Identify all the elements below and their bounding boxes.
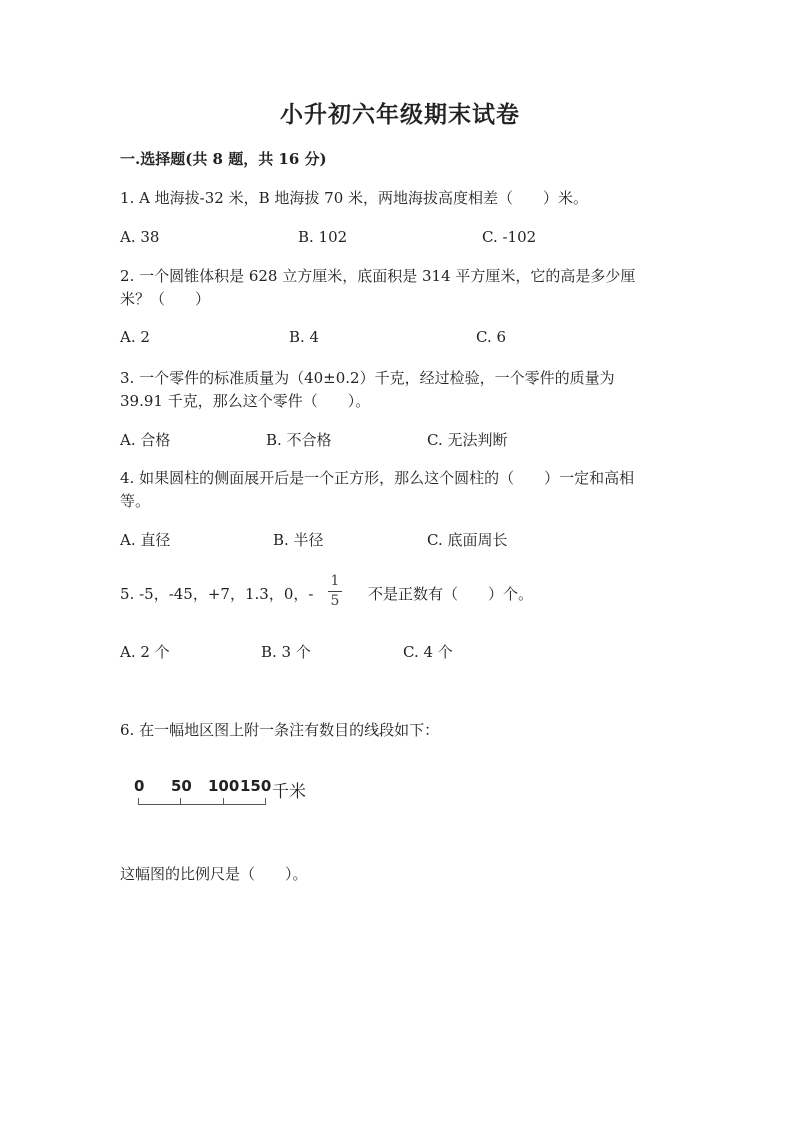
question-4-option-a: A. 直径 xyxy=(120,531,171,549)
page-title: 小升初六年级期末试卷 xyxy=(280,101,520,128)
scale-tick xyxy=(265,798,266,805)
question-5-option-a: A. 2 个 xyxy=(120,643,170,661)
fraction-denominator: 5 xyxy=(330,593,340,609)
scale-label-100: 100 xyxy=(208,777,240,795)
scale-label-0: 0 xyxy=(134,777,145,795)
section-heading: 一.选择题(共 8 题，共 16 分) xyxy=(120,150,327,168)
scale-label-50: 50 xyxy=(171,777,192,795)
question-4-text-line-1: 4. 如果圆柱的侧面展开后是一个正方形，那么这个圆柱的（ ）一定和高相 xyxy=(120,469,635,487)
question-4-option-b: B. 半径 xyxy=(273,531,324,549)
question-1-option-b: B. 102 xyxy=(298,228,348,246)
question-5-text-after: 不是正数有（ ）个。 xyxy=(368,585,534,603)
question-4-text-line-2: 等。 xyxy=(120,492,151,510)
question-2-text-line-2: 米？（ ） xyxy=(120,290,211,308)
question-2-text-line-1: 2. 一个圆锥体积是 628 立方厘米，底面积是 314 平方厘米，它的高是多少厘 xyxy=(120,267,636,285)
map-scale-bar xyxy=(128,772,328,832)
scale-tick xyxy=(138,798,139,805)
fraction-bar xyxy=(328,591,342,592)
scale-unit: 千米 xyxy=(272,782,306,802)
fraction-one-fifth xyxy=(327,574,343,609)
question-3-option-c: C. 无法判断 xyxy=(427,431,508,449)
question-3-text-line-2: 39.91 千克，那么这个零件（ ）。 xyxy=(120,392,371,410)
question-1-text: 1. A 地海拔-32 米，B 地海拔 70 米，两地海拔高度相差（ ）米。 xyxy=(120,189,589,207)
question-3-option-a: A. 合格 xyxy=(120,431,171,449)
question-3-option-b: B. 不合格 xyxy=(266,431,332,449)
question-4-option-c: C. 底面周长 xyxy=(427,531,508,549)
scale-tick xyxy=(180,798,181,805)
question-2-option-c: C. 6 xyxy=(476,328,507,346)
fraction-numerator: 1 xyxy=(330,573,340,589)
scale-label-150: 150 xyxy=(240,777,272,795)
question-2-option-a: A. 2 xyxy=(120,328,150,346)
question-5-option-c: C. 4 个 xyxy=(403,643,453,661)
question-6-followup: 这幅图的比例尺是（ ）。 xyxy=(120,865,308,883)
question-2-option-b: B. 4 xyxy=(289,328,320,346)
question-1-option-c: C. -102 xyxy=(482,228,537,246)
question-5-option-b: B. 3 个 xyxy=(261,643,311,661)
scale-line xyxy=(138,804,266,805)
question-1-option-a: A. 38 xyxy=(120,228,160,246)
scale-tick xyxy=(223,798,224,805)
question-3-text-line-1: 3. 一个零件的标准质量为（40±0.2）千克，经过检验，一个零件的质量为 xyxy=(120,369,615,387)
question-5-text-before: 5. -5，-45，+7，1.3，0，- xyxy=(120,585,314,603)
question-6-text: 6. 在一幅地区图上附一条注有数目的线段如下： xyxy=(120,721,440,739)
